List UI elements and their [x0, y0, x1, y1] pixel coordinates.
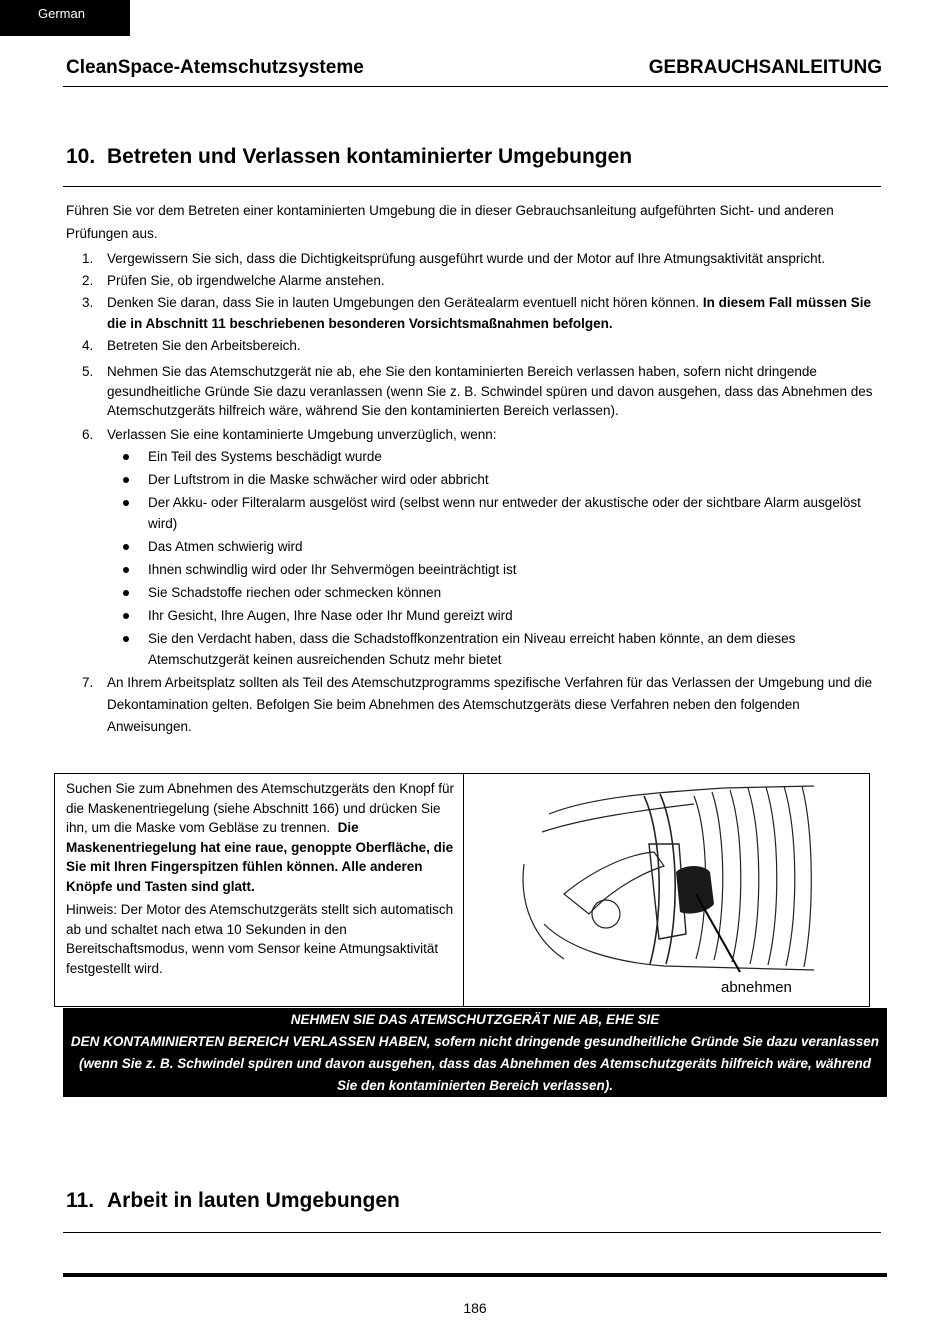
- note-paragraph: Hinweis: Der Motor des Atemschutzgeräts stellt sich automatisch ab und schaltet nach etwa 10 Sekunden in den Bereitschaftsmodus, wenn vom Sensor keine Atmungsaktivität festgestellt wird.: [66, 902, 454, 976]
- step-number: 6.: [82, 426, 94, 442]
- warning-line: NEHMEN SIE DAS ATEMSCHUTZGERÄT NIE AB, EHE SIE: [290, 1012, 660, 1027]
- section-title: Betreten und Verlassen kontaminierter Umgebungen: [107, 145, 633, 168]
- step-text: Vergewissern Sie sich, dass die Dichtigkeitsprüfung ausgeführt wurde und der Motor auf Ihre Atmungsaktivität anspricht.: [107, 251, 826, 266]
- step-text: An Ihrem Arbeitsplatz sollten als Teil des Atemschutzprogramms spezifische Verfahren für das Verlassen der Umgebung und die Dekontamination gelten. Befolgen Sie beim Abnehmen des Atemschutzgeräts diese Verfahren neben den folgenden Anweisungen.: [107, 674, 873, 734]
- warning-line: Sie den kontaminierten Bereich verlassen).: [336, 1078, 614, 1093]
- list-item: [66, 424, 878, 670]
- bullet-item: Der Luftstrom in die Maske schwächer wird oder abbricht: [107, 469, 878, 490]
- list-item: [66, 672, 878, 738]
- removal-instruction-box: [54, 773, 870, 1007]
- image-callout-label: abnehmen: [721, 979, 792, 996]
- step-number: 7.: [82, 674, 94, 690]
- section-11-heading: [66, 1189, 400, 1213]
- instruction-text: [66, 779, 456, 982]
- mask-release-illustration: [464, 774, 869, 1006]
- section-11-rule: [63, 1232, 881, 1233]
- section-title: Arbeit in lauten Umgebungen: [107, 1189, 400, 1212]
- page-number: 186: [463, 1300, 487, 1316]
- step-number: 5.: [82, 364, 94, 379]
- step-number: 1.: [82, 251, 94, 266]
- list-item: [66, 270, 878, 291]
- section-number: 10.: [66, 145, 96, 168]
- list-item: [66, 248, 878, 269]
- bullet-item: Sie Schadstoffe riechen oder schmecken können: [107, 582, 878, 603]
- step-number: 3.: [82, 295, 94, 310]
- step-text: Prüfen Sie, ob irgendwelche Alarme anstehen.: [107, 273, 385, 288]
- warning-line: DEN KONTAMINIERTEN BEREICH VERLASSEN HABEN, sofern nicht dringende gesundheitliche Gründe Sie dazu veranlassen: [70, 1034, 880, 1049]
- step-text: Verlassen Sie eine kontaminierte Umgebung unverzüglich, wenn:: [107, 426, 497, 442]
- section-10-rule: [63, 186, 881, 187]
- bullet-item: Ihnen schwindlig wird oder Ihr Sehvermögen beeinträchtigt ist: [107, 559, 878, 580]
- bullet-item: Das Atmen schwierig wird: [107, 536, 878, 557]
- header-rule: [63, 86, 888, 87]
- header-doc-type: GEBRAUCHSANLEITUNG: [648, 57, 882, 78]
- steps-list: [66, 248, 878, 739]
- footer-rule: [63, 1273, 887, 1277]
- intro-paragraph: Führen Sie vor dem Betreten einer kontaminierten Umgebung die in dieser Gebrauchsanleitung aufgeführten Sicht- und anderen Prüfungen aus.: [66, 203, 834, 241]
- list-item: [66, 335, 878, 356]
- section-10-heading: [66, 145, 632, 169]
- warning-banner: [63, 1008, 887, 1097]
- bullet-item: Ein Teil des Systems beschädigt wurde: [107, 446, 878, 467]
- language-tab: German: [0, 0, 130, 36]
- mask-release-drawing: [464, 774, 869, 1006]
- bullet-item: Ihr Gesicht, Ihre Augen, Ihre Nase oder Ihr Mund gereizt wird: [107, 605, 878, 626]
- step-number: 4.: [82, 338, 94, 353]
- step-bold-text: In diesem Fall müssen Sie die in Abschnitt 11 beschriebenen besonderen Vorsichtsmaßnahmen befolgen.: [107, 295, 871, 331]
- bullet-item: Sie den Verdacht haben, dass die Schadstoffkonzentration ein Niveau erreicht haben könnte, an dem dieses Atemschutzgerät keinen ausreichenden Schutz mehr bietet: [107, 628, 878, 670]
- step-text: Denken Sie daran, dass Sie in lauten Umgebungen den Gerätealarm eventuell nicht hören können.: [107, 295, 700, 310]
- header-title: CleanSpace-Atemschutzsysteme: [66, 57, 364, 78]
- step-text: Nehmen Sie das Atemschutzgerät nie ab, ehe Sie den kontaminierten Bereich verlassen haben, sofern nicht dringende gesundheitliche Gründe Sie dazu veranlassen (wenn Sie z. B. Schwindel spüren und davon ausgehen, dass das Abnehmen des Atemschutzgeräts hilfreich wäre, während Sie den kontaminierten Bereich verlassen).: [107, 364, 873, 418]
- instruction-text-regular: Suchen Sie zum Abnehmen des Atemschutzgeräts den Knopf für die Maskenentriegelung (siehe Abschnitt 166) und drücken Sie ihn, um die Maske vom Gebläse zu trennen.: [66, 781, 454, 835]
- instruction-paragraph: [66, 779, 456, 896]
- instruction-text-bold: Die Maskenentriegelung hat eine raue, genoppte Oberfläche, die Sie mit Ihren Fingerspitzen fühlen können. Alle anderen Knöpfe und Tasten sind glatt.: [66, 820, 454, 894]
- warning-line: (wenn Sie z. B. Schwindel spüren und davon ausgehen, dass das Abnehmen des Atemschutzgeräts hilfreich wäre, während: [79, 1056, 871, 1071]
- section-number: 11.: [66, 1189, 95, 1212]
- step-number: 2.: [82, 273, 94, 288]
- bullet-item: Der Akku- oder Filteralarm ausgelöst wird (selbst wenn nur entweder der akustische oder der sichtbare Alarm ausgelöst wird): [107, 492, 878, 534]
- list-item: [66, 292, 878, 334]
- list-item: [66, 362, 878, 421]
- conditions-list: [107, 446, 878, 670]
- step-text: Betreten Sie den Arbeitsbereich.: [107, 338, 301, 353]
